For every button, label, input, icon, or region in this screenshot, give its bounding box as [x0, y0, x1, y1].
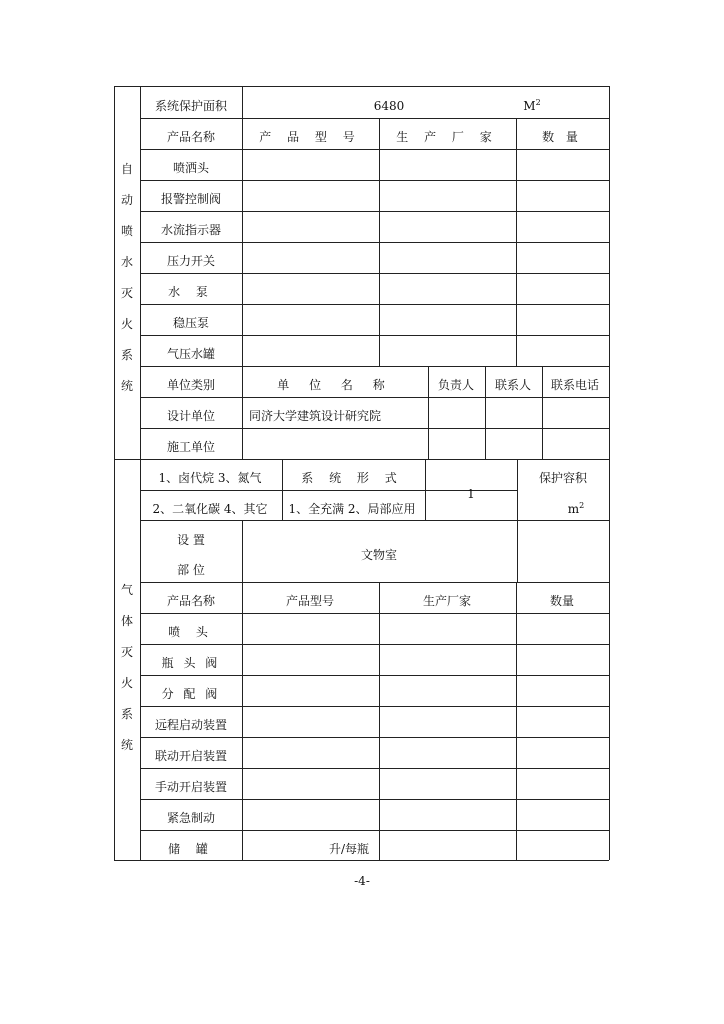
table-border	[114, 86, 115, 860]
row-line	[140, 768, 609, 769]
row-line	[140, 582, 609, 583]
table-border	[114, 860, 609, 861]
row-line	[140, 737, 609, 738]
unit-header-contact: 联系人	[494, 378, 532, 392]
section-char: 系	[120, 707, 134, 721]
install-location-label-2: 部 位	[177, 563, 205, 577]
col-header-manufacturer: 生 产 厂 家	[396, 130, 498, 144]
row-line	[140, 675, 609, 676]
section-char: 气	[120, 583, 134, 597]
row-line	[140, 428, 609, 429]
section-char: 火	[120, 676, 134, 690]
install-location-value: 文物室	[360, 548, 398, 562]
col-line	[516, 118, 517, 366]
row-line	[140, 149, 609, 150]
section-char: 水	[120, 255, 134, 269]
gas-product-row-label: 喷 头	[168, 625, 214, 639]
col-line	[242, 520, 243, 860]
col-header-product-name: 产品名称	[166, 130, 216, 144]
section-char: 自	[120, 162, 134, 176]
agent-type-line2: 2、二氧化碳 4、其它	[152, 502, 268, 516]
section-char: 系	[120, 348, 134, 362]
row-line	[140, 211, 609, 212]
row-line	[140, 613, 609, 614]
protection-volume-unit: $m^2$	[567, 501, 585, 516]
protection-volume-label: 保护容积	[538, 471, 588, 485]
gas-col-header-manufacturer: 生产厂家	[422, 594, 472, 608]
row-line	[140, 180, 609, 181]
protection-area-label: 系统保护面积	[154, 99, 228, 113]
section-char: 动	[120, 193, 134, 207]
unit-header-person-in-charge: 负责人	[437, 378, 475, 392]
row-line	[140, 273, 609, 274]
col-line	[517, 459, 518, 520]
col-line	[242, 86, 243, 459]
table-border	[114, 86, 609, 87]
row-line	[140, 490, 517, 491]
unit-header-phone: 联系电话	[550, 378, 600, 392]
gas-col-header-model: 产品型号	[285, 594, 335, 608]
row-line	[140, 397, 609, 398]
agent-type-line1: 1、卤代烷 3、氮气	[158, 471, 262, 485]
product-row-label: 报警控制阀	[160, 192, 222, 206]
gas-col-header-product-name: 产品名称	[166, 594, 216, 608]
row-line	[140, 644, 609, 645]
unit-name-design: 同济大学建筑设计研究院	[249, 409, 382, 423]
row-line	[140, 304, 609, 305]
row-line	[140, 520, 609, 521]
gas-product-row-label: 紧急制动	[166, 811, 216, 825]
gas-product-row-label: 储 罐	[168, 842, 214, 856]
unit-type-construction: 施工单位	[166, 440, 216, 454]
section-char: 统	[120, 379, 134, 393]
col-header-model: 产 品 型 号	[259, 130, 361, 144]
row-line	[140, 242, 609, 243]
col-line	[379, 118, 380, 366]
product-row-label: 压力开关	[166, 254, 216, 268]
protection-area-value: 6480	[373, 99, 405, 113]
gas-product-row-label: 分 配 阀	[161, 687, 221, 701]
row-line	[140, 366, 609, 367]
unit-type-design: 设计单位	[166, 409, 216, 423]
protection-area-unit: $M^2$	[523, 98, 541, 113]
unit-header-type: 单位类别	[166, 378, 216, 392]
auto-sprinkler-section-label	[121, 162, 133, 393]
col-line	[140, 86, 141, 459]
product-row-label: 水流指示器	[160, 223, 222, 237]
gas-product-row-label: 远程启动装置	[154, 718, 228, 732]
section-char: 灭	[120, 645, 134, 659]
col-line	[542, 366, 543, 459]
page-number: -4-	[354, 874, 370, 888]
gas-extinguishing-section-label	[121, 583, 133, 752]
storage-unit: 升/每瓶	[328, 842, 370, 856]
gas-col-header-quantity: 数量	[549, 594, 575, 608]
product-row-label: 气压水罐	[166, 347, 216, 361]
product-row-label: 稳压泵	[172, 316, 210, 330]
unit-header-name: 单 位 名 称	[277, 378, 393, 392]
col-line	[425, 459, 426, 520]
col-line	[282, 459, 283, 520]
col-line	[517, 520, 518, 582]
table-border	[609, 86, 610, 860]
col-header-quantity: 数 量	[542, 130, 582, 144]
row-line	[140, 118, 609, 119]
row-line	[140, 830, 609, 831]
col-line	[140, 459, 141, 860]
system-form-label: 系 统 形 式	[301, 471, 403, 485]
col-line	[485, 366, 486, 459]
system-form-value: 1	[467, 487, 475, 501]
col-line	[379, 582, 380, 860]
section-char: 喷	[120, 224, 134, 238]
product-row-label: 水 泵	[168, 285, 214, 299]
row-line	[140, 335, 609, 336]
system-form-options: 1、全充满 2、局部应用	[288, 502, 416, 516]
gas-product-row-label: 联动开启装置	[154, 749, 228, 763]
section-char: 体	[120, 614, 134, 628]
section-divider	[114, 459, 609, 460]
install-location-label-1: 设 置	[177, 533, 205, 547]
section-char: 灭	[120, 286, 134, 300]
col-line	[428, 366, 429, 459]
section-char: 统	[120, 738, 134, 752]
row-line	[140, 706, 609, 707]
product-row-label: 喷洒头	[172, 161, 210, 175]
section-char: 火	[120, 317, 134, 331]
gas-product-row-label: 瓶 头 阀	[161, 656, 221, 670]
col-line	[516, 582, 517, 860]
row-line	[140, 799, 609, 800]
gas-product-row-label: 手动开启装置	[154, 780, 228, 794]
